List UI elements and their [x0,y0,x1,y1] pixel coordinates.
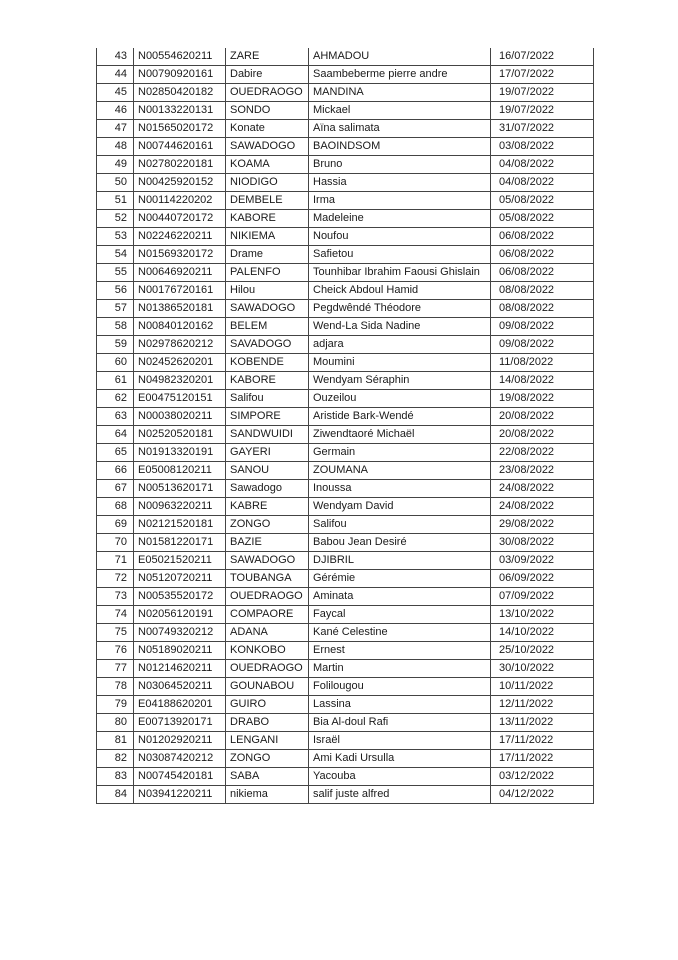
last-name-cell: BAZIE [226,534,309,552]
row-number-cell: 74 [97,606,134,624]
date-cell: 14/08/2022 [491,372,594,390]
first-name-cell: adjara [309,336,491,354]
last-name-cell: SABA [226,768,309,786]
id-number-cell: N00535520172 [134,588,226,606]
table-row [97,138,594,156]
table-row [97,228,594,246]
last-name-cell: KABRE [226,498,309,516]
row-number-cell: 82 [97,750,134,768]
row-number-cell: 75 [97,624,134,642]
id-number-cell: E00713920171 [134,714,226,732]
id-number-cell: N01913320191 [134,444,226,462]
table-row [97,66,594,84]
id-number-cell: N02780220181 [134,156,226,174]
date-cell: 06/08/2022 [491,228,594,246]
table-row [97,570,594,588]
table-row [97,48,594,66]
row-number-cell: 50 [97,174,134,192]
last-name-cell: GUIRO [226,696,309,714]
last-name-cell: LENGANI [226,732,309,750]
last-name-cell: KABORE [226,372,309,390]
table-row [97,210,594,228]
row-number-cell: 73 [97,588,134,606]
id-number-cell: N00176720161 [134,282,226,300]
row-number-cell: 66 [97,462,134,480]
id-number-cell: N02520520181 [134,426,226,444]
table-row [97,624,594,642]
row-number-cell: 43 [97,48,134,66]
id-number-cell: N00554620211 [134,48,226,66]
first-name-cell: salif juste alfred [309,786,491,804]
row-number-cell: 46 [97,102,134,120]
table-row [97,588,594,606]
id-number-cell: N01202920211 [134,732,226,750]
row-number-cell: 65 [97,444,134,462]
first-name-cell: Germain [309,444,491,462]
date-cell: 05/08/2022 [491,210,594,228]
table-row [97,354,594,372]
last-name-cell: SAWADOGO [226,300,309,318]
last-name-cell: DEMBELE [226,192,309,210]
date-cell: 03/09/2022 [491,552,594,570]
first-name-cell: Ernest [309,642,491,660]
last-name-cell: Drame [226,246,309,264]
id-number-cell: N00440720172 [134,210,226,228]
id-number-cell: N00790920161 [134,66,226,84]
date-cell: 13/10/2022 [491,606,594,624]
last-name-cell: SAVADOGO [226,336,309,354]
date-cell: 08/08/2022 [491,300,594,318]
table-row [97,516,594,534]
row-number-cell: 79 [97,696,134,714]
id-number-cell: E04188620201 [134,696,226,714]
last-name-cell: ADANA [226,624,309,642]
date-cell: 04/08/2022 [491,174,594,192]
date-cell: 04/12/2022 [491,786,594,804]
first-name-cell: Bia Al-doul Rafi [309,714,491,732]
id-number-cell: N02056120191 [134,606,226,624]
registry-table-body [97,48,594,804]
table-row [97,552,594,570]
row-number-cell: 54 [97,246,134,264]
id-number-cell: N00745420181 [134,768,226,786]
last-name-cell: NIKIEMA [226,228,309,246]
row-number-cell: 76 [97,642,134,660]
table-row [97,768,594,786]
last-name-cell: KABORE [226,210,309,228]
id-number-cell: N00425920152 [134,174,226,192]
table-row [97,480,594,498]
first-name-cell: Aminata [309,588,491,606]
id-number-cell: N02978620212 [134,336,226,354]
id-number-cell: E05008120211 [134,462,226,480]
row-number-cell: 84 [97,786,134,804]
date-cell: 14/10/2022 [491,624,594,642]
date-cell: 24/08/2022 [491,498,594,516]
row-number-cell: 49 [97,156,134,174]
id-number-cell: N00114220202 [134,192,226,210]
id-number-cell: N01581220171 [134,534,226,552]
id-number-cell: N02452620201 [134,354,226,372]
first-name-cell: Gérémie [309,570,491,588]
id-number-cell: N01565020172 [134,120,226,138]
date-cell: 03/08/2022 [491,138,594,156]
table-row [97,660,594,678]
id-number-cell: N00513620171 [134,480,226,498]
first-name-cell: AHMADOU [309,48,491,66]
last-name-cell: GAYERI [226,444,309,462]
first-name-cell: Ziwendtaoré Michaël [309,426,491,444]
row-number-cell: 56 [97,282,134,300]
row-number-cell: 69 [97,516,134,534]
last-name-cell: SIMPORE [226,408,309,426]
row-number-cell: 60 [97,354,134,372]
last-name-cell: nikiema [226,786,309,804]
table-row [97,336,594,354]
date-cell: 17/11/2022 [491,750,594,768]
first-name-cell: Saambeberme pierre andre [309,66,491,84]
row-number-cell: 64 [97,426,134,444]
row-number-cell: 59 [97,336,134,354]
id-number-cell: N04982320201 [134,372,226,390]
row-number-cell: 55 [97,264,134,282]
table-row [97,300,594,318]
table-row [97,318,594,336]
last-name-cell: OUEDRAOGO [226,660,309,678]
row-number-cell: 63 [97,408,134,426]
last-name-cell: KOBENDE [226,354,309,372]
row-number-cell: 45 [97,84,134,102]
table-row [97,696,594,714]
date-cell: 30/10/2022 [491,660,594,678]
row-number-cell: 83 [97,768,134,786]
date-cell: 12/11/2022 [491,696,594,714]
row-number-cell: 68 [97,498,134,516]
id-number-cell: N02121520181 [134,516,226,534]
last-name-cell: DRABO [226,714,309,732]
first-name-cell: Babou Jean Desiré [309,534,491,552]
id-number-cell: N00038020211 [134,408,226,426]
first-name-cell: Irma [309,192,491,210]
id-number-cell: N00744620161 [134,138,226,156]
row-number-cell: 51 [97,192,134,210]
last-name-cell: Dabire [226,66,309,84]
date-cell: 10/11/2022 [491,678,594,696]
last-name-cell: TOUBANGA [226,570,309,588]
date-cell: 22/08/2022 [491,444,594,462]
table-row [97,606,594,624]
date-cell: 31/07/2022 [491,120,594,138]
id-number-cell: N00133220131 [134,102,226,120]
last-name-cell: SONDO [226,102,309,120]
first-name-cell: Madeleine [309,210,491,228]
date-cell: 19/07/2022 [491,84,594,102]
date-cell: 05/08/2022 [491,192,594,210]
date-cell: 09/08/2022 [491,318,594,336]
row-number-cell: 47 [97,120,134,138]
last-name-cell: COMPAORE [226,606,309,624]
first-name-cell: Hassia [309,174,491,192]
table-row [97,84,594,102]
table-row [97,750,594,768]
first-name-cell: MANDINA [309,84,491,102]
row-number-cell: 77 [97,660,134,678]
date-cell: 30/08/2022 [491,534,594,552]
date-cell: 07/09/2022 [491,588,594,606]
first-name-cell: Mickael [309,102,491,120]
table-row [97,372,594,390]
table-row [97,282,594,300]
id-number-cell: N00840120162 [134,318,226,336]
table-row [97,102,594,120]
first-name-cell: Cheick Abdoul Hamid [309,282,491,300]
table-row [97,390,594,408]
id-number-cell: E05021520211 [134,552,226,570]
date-cell: 08/08/2022 [491,282,594,300]
table-row [97,246,594,264]
last-name-cell: KONKOBO [226,642,309,660]
first-name-cell: Aristide Bark-Wendé [309,408,491,426]
first-name-cell: ZOUMANA [309,462,491,480]
table-row [97,192,594,210]
date-cell: 13/11/2022 [491,714,594,732]
first-name-cell: Ami Kadi Ursulla [309,750,491,768]
date-cell: 17/11/2022 [491,732,594,750]
row-number-cell: 58 [97,318,134,336]
table-row [97,642,594,660]
last-name-cell: KOAMA [226,156,309,174]
date-cell: 17/07/2022 [491,66,594,84]
date-cell: 19/08/2022 [491,390,594,408]
table-row [97,498,594,516]
last-name-cell: Hilou [226,282,309,300]
first-name-cell: Tounhibar Ibrahim Faousi Ghislain [309,264,491,282]
row-number-cell: 67 [97,480,134,498]
row-number-cell: 61 [97,372,134,390]
first-name-cell: Pegdwêndé Théodore [309,300,491,318]
first-name-cell: Aïna salimata [309,120,491,138]
id-number-cell: N03064520211 [134,678,226,696]
row-number-cell: 81 [97,732,134,750]
date-cell: 04/08/2022 [491,156,594,174]
table-row [97,714,594,732]
first-name-cell: Folilougou [309,678,491,696]
row-number-cell: 78 [97,678,134,696]
last-name-cell: SAWADOGO [226,552,309,570]
date-cell: 06/08/2022 [491,264,594,282]
first-name-cell: Ouzeilou [309,390,491,408]
table-row [97,408,594,426]
date-cell: 06/09/2022 [491,570,594,588]
last-name-cell: PALENFO [226,264,309,282]
date-cell: 23/08/2022 [491,462,594,480]
first-name-cell: DJIBRIL [309,552,491,570]
last-name-cell: ZARE [226,48,309,66]
date-cell: 20/08/2022 [491,408,594,426]
id-number-cell: N01214620211 [134,660,226,678]
row-number-cell: 70 [97,534,134,552]
first-name-cell: Yacouba [309,768,491,786]
table-row [97,174,594,192]
date-cell: 20/08/2022 [491,426,594,444]
row-number-cell: 52 [97,210,134,228]
last-name-cell: OUEDRAOGO [226,588,309,606]
date-cell: 06/08/2022 [491,246,594,264]
first-name-cell: Martin [309,660,491,678]
first-name-cell: Wend-La Sida Nadine [309,318,491,336]
id-number-cell: N00646920211 [134,264,226,282]
last-name-cell: ZONGO [226,750,309,768]
id-number-cell: E00475120151 [134,390,226,408]
date-cell: 29/08/2022 [491,516,594,534]
last-name-cell: GOUNABOU [226,678,309,696]
last-name-cell: OUEDRAOGO [226,84,309,102]
row-number-cell: 80 [97,714,134,732]
id-number-cell: N02246220211 [134,228,226,246]
last-name-cell: SAWADOGO [226,138,309,156]
first-name-cell: Safietou [309,246,491,264]
row-number-cell: 57 [97,300,134,318]
last-name-cell: BELEM [226,318,309,336]
table-row [97,264,594,282]
id-number-cell: N05189020211 [134,642,226,660]
date-cell: 19/07/2022 [491,102,594,120]
id-number-cell: N05120720211 [134,570,226,588]
table-row [97,786,594,804]
date-cell: 03/12/2022 [491,768,594,786]
first-name-cell: Salifou [309,516,491,534]
last-name-cell: SANOU [226,462,309,480]
first-name-cell: Wendyam David [309,498,491,516]
id-number-cell: N01386520181 [134,300,226,318]
first-name-cell: BAOINDSOM [309,138,491,156]
table-row [97,534,594,552]
last-name-cell: NIODIGO [226,174,309,192]
id-number-cell: N03087420212 [134,750,226,768]
first-name-cell: Kané Celestine [309,624,491,642]
first-name-cell: Noufou [309,228,491,246]
row-number-cell: 53 [97,228,134,246]
table-row [97,462,594,480]
id-number-cell: N03941220211 [134,786,226,804]
registry-table [96,48,594,804]
row-number-cell: 71 [97,552,134,570]
row-number-cell: 48 [97,138,134,156]
date-cell: 24/08/2022 [491,480,594,498]
id-number-cell: N00749320212 [134,624,226,642]
last-name-cell: ZONGO [226,516,309,534]
table-row [97,156,594,174]
first-name-cell: Israël [309,732,491,750]
first-name-cell: Faycal [309,606,491,624]
first-name-cell: Bruno [309,156,491,174]
table-row [97,444,594,462]
date-cell: 09/08/2022 [491,336,594,354]
last-name-cell: Sawadogo [226,480,309,498]
last-name-cell: Salifou [226,390,309,408]
date-cell: 11/08/2022 [491,354,594,372]
table-row [97,120,594,138]
last-name-cell: Konate [226,120,309,138]
first-name-cell: Inoussa [309,480,491,498]
first-name-cell: Wendyam Séraphin [309,372,491,390]
table-row [97,678,594,696]
id-number-cell: N01569320172 [134,246,226,264]
first-name-cell: Moumini [309,354,491,372]
first-name-cell: Lassina [309,696,491,714]
table-row [97,732,594,750]
row-number-cell: 62 [97,390,134,408]
row-number-cell: 44 [97,66,134,84]
id-number-cell: N02850420182 [134,84,226,102]
row-number-cell: 72 [97,570,134,588]
table-row [97,426,594,444]
date-cell: 25/10/2022 [491,642,594,660]
id-number-cell: N00963220211 [134,498,226,516]
date-cell: 16/07/2022 [491,48,594,66]
last-name-cell: SANDWUIDI [226,426,309,444]
